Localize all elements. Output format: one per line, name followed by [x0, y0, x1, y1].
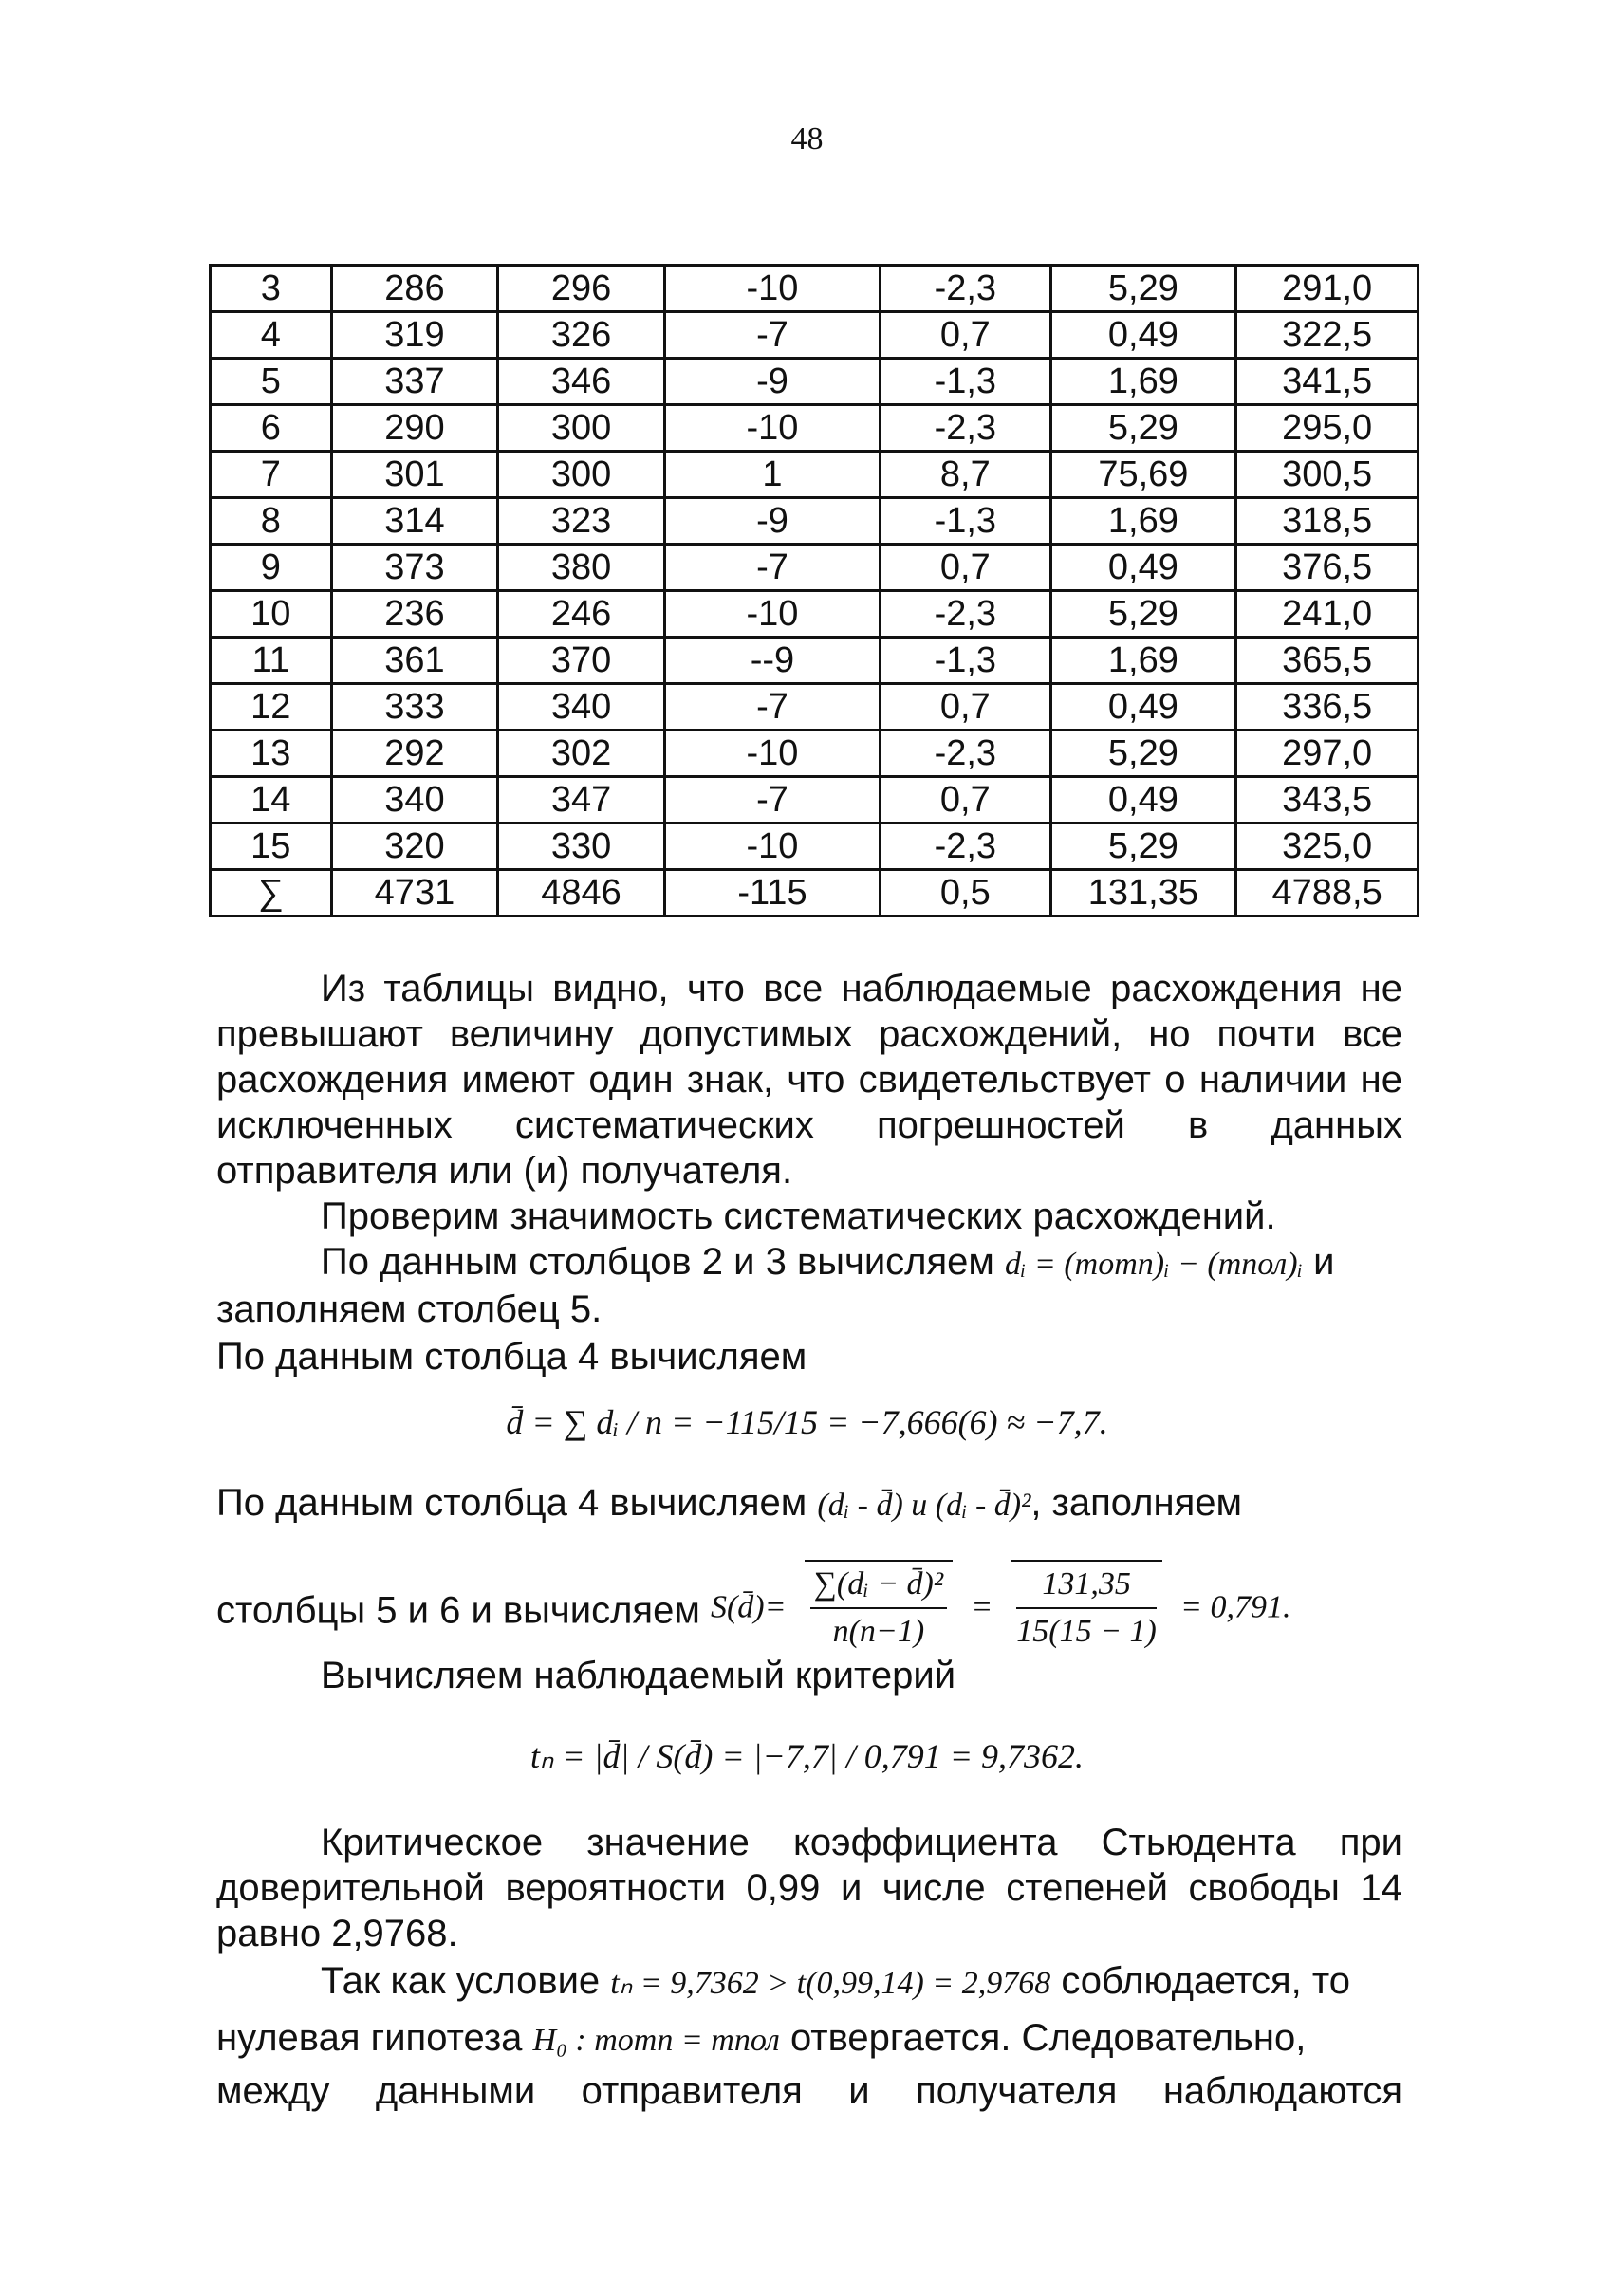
table-cell: 9 — [211, 545, 332, 591]
paragraph-column-4-deviations-tail: , заполняем — [1030, 1482, 1242, 1524]
table-row — [211, 545, 1419, 591]
paragraph-condition-lead: Так как условие — [321, 1960, 601, 2002]
table-cell: 0,7 — [881, 545, 1050, 591]
table-cell: 333 — [331, 684, 498, 731]
table-cell: 330 — [498, 824, 665, 870]
table-cell: 0,49 — [1050, 684, 1236, 731]
table-cell: -1,3 — [881, 638, 1050, 684]
table-cell: 370 — [498, 638, 665, 684]
deviation-formula: (dᵢ - d̄) и (dᵢ - d̄)² — [817, 1488, 1031, 1523]
table-cell: 0,5 — [881, 870, 1050, 917]
table-cell: 320 — [331, 824, 498, 870]
std-error-formula: S(d̄)= $\frac{\text{∑(dᵢ − d̄)²}}{n(n-1)}$ = $\frac{131,35}{15(15 - 1)}$ = 0,791. — [711, 1560, 1291, 1655]
table-cell: 290 — [331, 405, 498, 452]
table-cell: 286 — [331, 266, 498, 312]
table-cell: 296 — [498, 266, 665, 312]
table-cell: 380 — [498, 545, 665, 591]
table-cell: -7 — [664, 777, 880, 824]
table-cell: -2,3 — [881, 824, 1050, 870]
table-cell: 302 — [498, 731, 665, 777]
table-cell: 336,5 — [1236, 684, 1419, 731]
table-cell: -7 — [664, 545, 880, 591]
table-cell: 5,29 — [1050, 731, 1236, 777]
table-cell: -10 — [664, 731, 880, 777]
table-cell: 343,5 — [1236, 777, 1419, 824]
table-cell: 340 — [331, 777, 498, 824]
std-error-numerator: ∑(dᵢ − d̄)² — [810, 1562, 947, 1609]
table-cell: 326 — [498, 312, 665, 359]
table-cell: -7 — [664, 684, 880, 731]
table-cell: 236 — [331, 591, 498, 638]
table-cell: 373 — [331, 545, 498, 591]
table-cell: 5 — [211, 359, 332, 405]
table-cell: 1,69 — [1050, 498, 1236, 545]
table-row — [211, 498, 1419, 545]
table-cell: -10 — [664, 405, 880, 452]
table-row — [211, 731, 1419, 777]
table-cell: 0,7 — [881, 777, 1050, 824]
table-cell: 5,29 — [1050, 266, 1236, 312]
table-cell: 0,49 — [1050, 312, 1236, 359]
table-cell: 0,49 — [1050, 545, 1236, 591]
table-cell: 3 — [211, 266, 332, 312]
table-cell: 319 — [331, 312, 498, 359]
table-cell: 323 — [498, 498, 665, 545]
std-error-denominator-value: 15(15 − 1) — [1016, 1614, 1157, 1649]
table-cell: 11 — [211, 638, 332, 684]
table-body — [211, 266, 1419, 917]
table-cell: 376,5 — [1236, 545, 1419, 591]
table-cell: 322,5 — [1236, 312, 1419, 359]
table-cell: -9 — [664, 498, 880, 545]
data-table — [209, 264, 1419, 917]
table-cell: 5,29 — [1050, 824, 1236, 870]
table-cell: 291,0 — [1236, 266, 1419, 312]
table-row — [211, 684, 1419, 731]
paragraph-fill-column-5: заполняем столбец 5. — [216, 1288, 603, 1330]
table-cell: -2,3 — [881, 266, 1050, 312]
table-row — [211, 266, 1419, 312]
table-cell: 340 — [498, 684, 665, 731]
table-cell: 314 — [331, 498, 498, 545]
table-cell: 5,29 — [1050, 591, 1236, 638]
table-cell: 4788,5 — [1236, 870, 1419, 917]
table-cell: 6 — [211, 405, 332, 452]
table-cell: -10 — [664, 824, 880, 870]
table-row — [211, 777, 1419, 824]
table-cell: 325,0 — [1236, 824, 1419, 870]
table-cell: 15 — [211, 824, 332, 870]
table-cell: 12 — [211, 684, 332, 731]
table-cell: 8 — [211, 498, 332, 545]
table-row — [211, 452, 1419, 498]
table-cell: 8,7 — [881, 452, 1050, 498]
paragraph-columns-2-3-and: и — [1313, 1241, 1335, 1283]
table-cell: 292 — [331, 731, 498, 777]
std-error-denominator: n(n−1) — [832, 1614, 925, 1649]
std-error-fraction-values — [1011, 1560, 1162, 1655]
table-cell: 75,69 — [1050, 452, 1236, 498]
table-cell: -115 — [664, 870, 880, 917]
table-row-total — [211, 870, 1419, 917]
paragraph-between-data: между данными отправителя и получателя наблюдаются — [216, 2070, 1402, 2112]
paragraph-check-significance: Проверим значимость систематических расхождений. — [321, 1195, 1276, 1237]
table-cell: -1,3 — [881, 498, 1050, 545]
table-cell: -1,3 — [881, 359, 1050, 405]
table-cell: -2,3 — [881, 591, 1050, 638]
paragraph-null-hypothesis — [216, 2015, 1402, 2064]
paragraph-null-hypothesis-tail: отвергается. Следовательно, — [789, 2017, 1307, 2059]
paragraph-student-critical: Критическое значение коэффициента Стьюдента при доверительной вероятности 0,99 и числе степеней свободы 14 равно 2,9768. — [216, 1822, 1402, 1954]
table-cell: 14 — [211, 777, 332, 824]
std-error-lhs: S(d̄)= — [710, 1589, 787, 1625]
difference-formula: dᵢ = (mотп)ᵢ − (mпол)ᵢ — [1005, 1247, 1303, 1282]
paragraph-conclusion: Из таблицы видно, что все наблюдаемые расхождения не превышают величину допустимых расхождений, но почти все расхождения имеют один знак, что свидетельствует о наличии не исключенных систематических погрешностей в данных отправителя или (и) получателя. — [216, 968, 1402, 1192]
table-cell: 347 — [498, 777, 665, 824]
table-cell: 337 — [331, 359, 498, 405]
table-cell: 241,0 — [1236, 591, 1419, 638]
table-cell: 4731 — [331, 870, 498, 917]
table-row — [211, 359, 1419, 405]
std-error-result: = 0,791. — [1180, 1589, 1291, 1625]
t-criterion-formula: tₙ = |d̄| / S(d̄) = |−7,7| / 0,791 = 9,7362. — [529, 1737, 1085, 1775]
table-cell: 346 — [498, 359, 665, 405]
table-cell: ∑ — [211, 870, 332, 917]
table-cell: 365,5 — [1236, 638, 1419, 684]
table-cell: 297,0 — [1236, 731, 1419, 777]
table-cell: -10 — [664, 591, 880, 638]
table-cell: 361 — [331, 638, 498, 684]
table-cell: 13 — [211, 731, 332, 777]
null-hypothesis-formula: H₀ : mотп = mпол — [532, 2023, 780, 2058]
table-cell: 131,35 — [1050, 870, 1236, 917]
table-cell: 300 — [498, 452, 665, 498]
table-cell: 0,7 — [881, 684, 1050, 731]
paragraph-column-4-deviations-lead: По данным столбца 4 вычисляем — [216, 1482, 807, 1524]
table-cell: 0,7 — [881, 312, 1050, 359]
table-row — [211, 591, 1419, 638]
table-row — [211, 638, 1419, 684]
table-cell: 301 — [331, 452, 498, 498]
table-cell: 318,5 — [1236, 498, 1419, 545]
table-cell: 341,5 — [1236, 359, 1419, 405]
table-cell: 7 — [211, 452, 332, 498]
std-error-fraction — [805, 1560, 953, 1655]
table-cell: 1,69 — [1050, 638, 1236, 684]
table-cell: 10 — [211, 591, 332, 638]
table-cell: -2,3 — [881, 731, 1050, 777]
table-cell: 300 — [498, 405, 665, 452]
table-cell: 1,69 — [1050, 359, 1236, 405]
table-cell: 1 — [664, 452, 880, 498]
table-cell: 0,49 — [1050, 777, 1236, 824]
table-cell: --9 — [664, 638, 880, 684]
paragraph-columns-2-3 — [216, 1239, 1402, 1287]
table-row — [211, 405, 1419, 452]
paragraph-condition — [216, 1958, 1402, 2007]
table-cell: 4846 — [498, 870, 665, 917]
table-cell: -7 — [664, 312, 880, 359]
paragraph-columns-5-6-lead: столбцы 5 и 6 и вычисляем — [216, 1589, 700, 1632]
mean-formula: d̄ = ∑ dᵢ / n = −115/15 = −7,666(6) ≈ −7,7. — [506, 1403, 1108, 1441]
table-cell: 300,5 — [1236, 452, 1419, 498]
table-cell: -10 — [664, 266, 880, 312]
std-error-numerator-value: 131,35 — [1016, 1562, 1157, 1609]
paragraph-columns-5-6 — [216, 1565, 1402, 1660]
paragraph-observed-criterion: Вычисляем наблюдаемый критерий — [321, 1655, 956, 1696]
table-cell: 4 — [211, 312, 332, 359]
table-cell: 246 — [498, 591, 665, 638]
table-cell: 295,0 — [1236, 405, 1419, 452]
paragraph-condition-tail: соблюдается, то — [1061, 1960, 1350, 2002]
paragraph-column-4-deviations — [216, 1480, 1402, 1528]
paragraph-null-hypothesis-lead: нулевая гипотеза — [216, 2017, 523, 2059]
condition-formula: tₙ = 9,7362 > t(0,99,14) = 2,9768 — [610, 1966, 1051, 2001]
table-cell: 5,29 — [1050, 405, 1236, 452]
table-row — [211, 312, 1419, 359]
table-cell: -9 — [664, 359, 880, 405]
page-number: 48 — [790, 121, 824, 157]
table-row — [211, 824, 1419, 870]
table-cell: -2,3 — [881, 405, 1050, 452]
paragraph-columns-2-3-lead: По данным столбцов 2 и 3 вычисляем — [321, 1241, 994, 1283]
paragraph-column-4: По данным столбца 4 вычисляем — [216, 1336, 807, 1378]
